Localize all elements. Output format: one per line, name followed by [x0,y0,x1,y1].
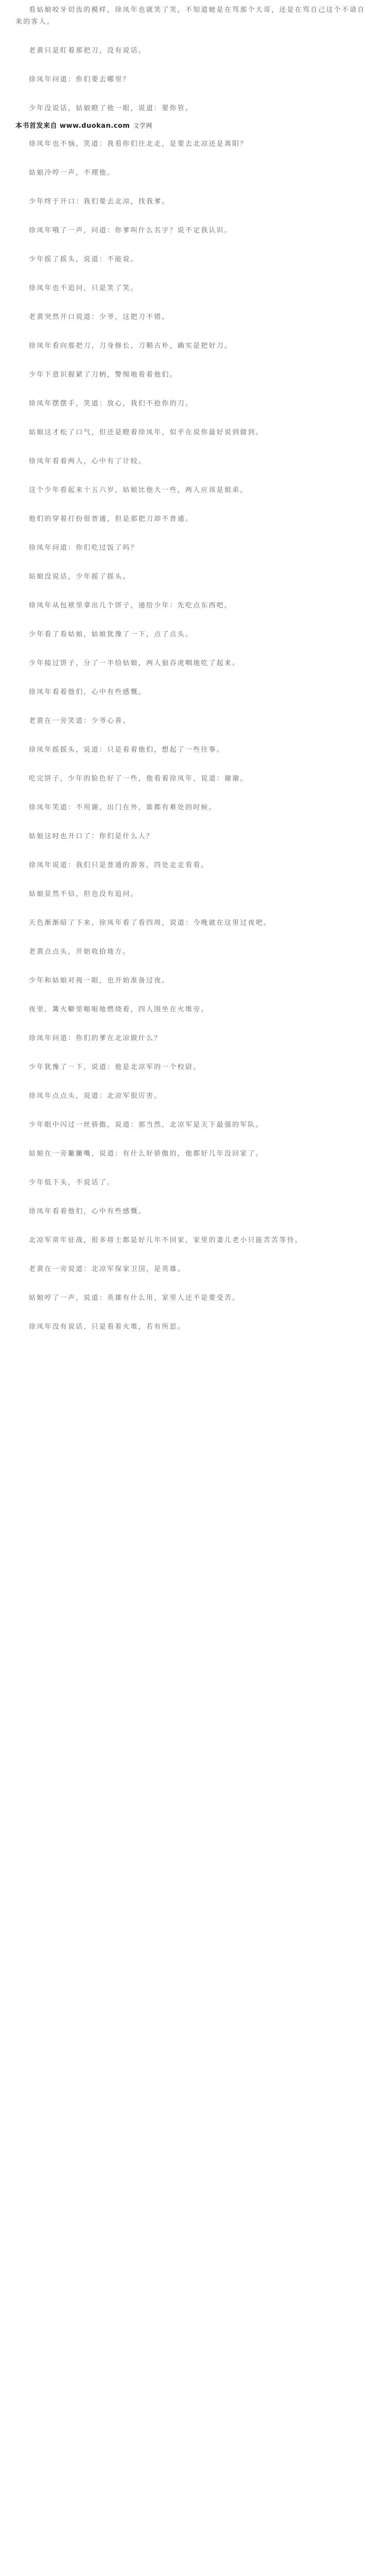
article-paragraph: 老黄在一旁说道：北凉军保家卫国，是英雄。 [29,1265,186,1273]
article-paragraph: 他们的穿着打扮很普通，但是那把刀却不普通。 [29,515,194,523]
article-paragraph: 姑娘在一旁撇撇嘴，说道：有什么好骄傲的，他都好几年没回家了。 [29,1150,264,1158]
article-paragraph: 老黄在一旁笑道：少爷心善。 [29,717,131,725]
article-paragraph: 姑娘这才松了口气，但还是瞪着徐凤年，似乎在说你最好说到做到。 [29,429,264,436]
article-paragraph: 少年和姑娘对视一眼，也开始准备过夜。 [29,977,170,985]
article-paragraph: 少年接过饼子，分了一半给姑娘，两人狼吞虎咽地吃了起来。 [29,659,240,667]
article-paragraph: 徐凤年摇摇头，说道：只是看着他们，想起了一些往事。 [29,746,225,754]
article-paragraph: 徐凤年问道：你们吃过饭了吗？ [29,544,138,552]
watermark-tag: 文学网 [133,122,152,129]
article-paragraph: 少年下意识握紧了刀柄，警惕地看着他们。 [29,371,178,379]
article-paragraph: 夜里，篝火噼里啪啦地燃烧着，四人围坐在火堆旁。 [29,1006,209,1013]
article-paragraph: 老黄突然开口说道：少爷，这把刀不错。 [29,313,170,321]
article-paragraph: 徐凤年问道：你们要去哪里？ [29,76,131,83]
article-body [15,4,371,1333]
article-paragraph: 北凉军常年征战，很多将士都是好几年不回家，家里的妻儿老小只能苦苦等待。 [29,1236,303,1244]
article-paragraph: 徐凤年看着他们，心中有些感慨。 [29,1208,147,1215]
article-paragraph: 徐凤年说道：我们只是普通的游客，四处走走看看。 [29,861,209,869]
article-paragraph: 徐凤年问道：你们的爹在北凉做什么？ [29,1035,162,1042]
article-paragraph: 看姑娘咬牙切齿的模样，徐凤年也就笑了笑，不知道她是在骂那个大哥，还是在骂自己这个不请自来的客人。 [15,6,365,26]
article-paragraph: 吃完饼子，少年的脸色好了一些，他看着徐凤年，说道：谢谢。 [29,775,248,783]
article-paragraph: 老黄只是盯着那把刀，没有说话。 [29,47,147,55]
article-paragraph: 这个少年看起来十五六岁，姑娘比他大一些，两人应该是姐弟。 [29,486,248,494]
article-paragraph: 少年犹豫了一下，说道：他是北凉军的一个校尉。 [29,1063,201,1071]
watermark-site: 本书首发来自 www.duokan.com [15,122,130,130]
article-paragraph: 徐凤年点点头，说道：北凉军很厉害。 [29,1092,162,1100]
article-paragraph: 徐凤年看向那把刀，刀身修长，刀鞘古朴，确实是把好刀。 [29,342,233,350]
article-paragraph: 徐凤年看着两人，心中有了计较。 [29,457,147,465]
article-paragraph: 姑娘没说话，少年摇了摇头。 [29,573,131,581]
article-paragraph: 姑娘冷哼一声，不理他。 [29,169,115,177]
article-paragraph: 徐凤年摆摆手，笑道：放心，我们不抢你的刀。 [29,400,194,408]
article-paragraph: 姑娘显然不信，但也没有追问。 [29,890,138,898]
article-paragraph: 徐凤年没有说话，只是看着火堆，若有所思。 [29,1323,186,1331]
article-paragraph: 徐凤年看着他们，心中有些感慨。 [29,688,147,696]
article-paragraph: 姑娘哼了一声，说道：英雄有什么用，家里人还不是要受苦。 [29,1294,240,1302]
article-paragraph: 少年摇了摇头，说道：不能说。 [29,256,138,263]
article-paragraph: 徐凤年哦了一声，问道：你爹叫什么名字？说不定我认识。 [29,227,233,234]
article-paragraph: 姑娘这时也开口了：你们是什么人？ [29,833,154,840]
watermark-line [15,121,371,131]
article-paragraph: 少年没说话，姑娘瞪了他一眼，说道：要你管。 [29,105,194,112]
article-paragraph: 少年看了看姑娘，姑娘犹豫了一下，点了点头。 [29,631,194,638]
article-paragraph: 老黄点点头，开始收拾地方。 [29,948,131,956]
article-paragraph: 徐凤年笑道：不用谢，出门在外，谁都有难处的时候。 [29,804,217,811]
article-paragraph: 徐凤年也不恼，笑道：我看你们往北走，是要去北凉还是离阳？ [29,140,248,148]
article-paragraph: 少年低下头，不说话了。 [29,1179,115,1187]
article-paragraph: 天色渐渐暗了下来，徐凤年看了看四周，说道：今晚就在这里过夜吧。 [29,919,272,927]
article-paragraph: 少年眼中闪过一丝骄傲，说道：那当然，北凉军是天下最强的军队。 [29,1121,264,1129]
article-paragraph: 少年终于开口：我们要去北凉，找我爹。 [29,198,170,206]
article-paragraph: 徐凤年也不追问，只是笑了笑。 [29,284,138,292]
article-paragraph: 徐凤年从包袱里拿出几个饼子，递给少年：先吃点东西吧。 [29,602,233,609]
